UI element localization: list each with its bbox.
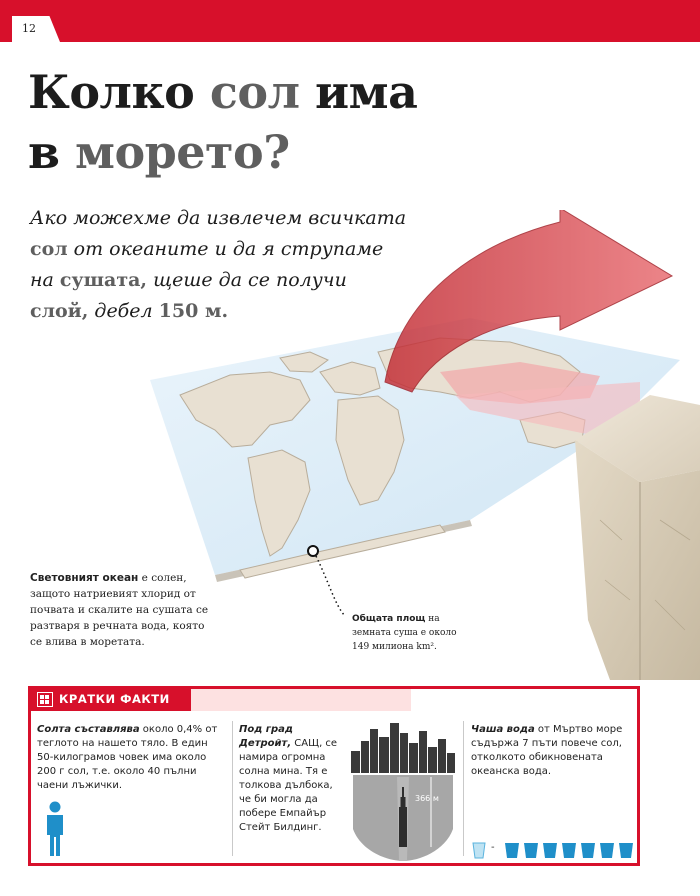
page-number: 12 — [22, 22, 36, 35]
leader-dot — [308, 546, 318, 556]
page-title: Колко сол има в морето? — [28, 65, 418, 179]
water-glass-icon — [471, 839, 487, 859]
top-red-band — [0, 0, 700, 42]
grid-icon — [37, 692, 53, 707]
caption-ocean: Световният океан е солен, защото натриевият хлорид от почвата и скалите на сушата се разтваря в речната вода, която се влива в моретата. — [30, 572, 209, 648]
glass-comparison — [471, 839, 641, 861]
mine-depth-label: 366 м — [415, 794, 439, 803]
fact-detroit-mine: Под град Детройт, САЩ, се намира огромна солна мина. Тя е толкова дълбока, че би могла да побере Емпайър Стейт Билдинг. — [239, 724, 338, 833]
quick-facts-title: КРАТКИ ФАКТИ — [59, 692, 170, 706]
equals-sign: - — [491, 842, 495, 853]
leader-line — [316, 556, 345, 616]
seven-glasses-icon — [503, 839, 641, 859]
caption-land-area: Общата площ на земната суша е около 149 милиона km². — [352, 614, 457, 652]
human-figure-icon — [43, 801, 67, 857]
fact-salt-body: Солта съставлява около 0,4% от теглото на нашето тяло. В един 50-килограмов човек има около 200 г сол, т.е. около 40 пълни чаени лъжички. — [37, 724, 218, 791]
fact-dead-sea: Чаша вода от Мъртво море съдържа 7 пъти повече сол, отколкото обикновената океанска вода. — [471, 724, 623, 777]
lead-paragraph: Ако можехме да извлечем всичката сол от океаните и да я струпаме на сушата, щеше да се получи слой, дебел 150 м. — [30, 207, 407, 322]
skyline-mine-graphic — [349, 721, 457, 861]
quick-facts-box — [28, 686, 640, 866]
